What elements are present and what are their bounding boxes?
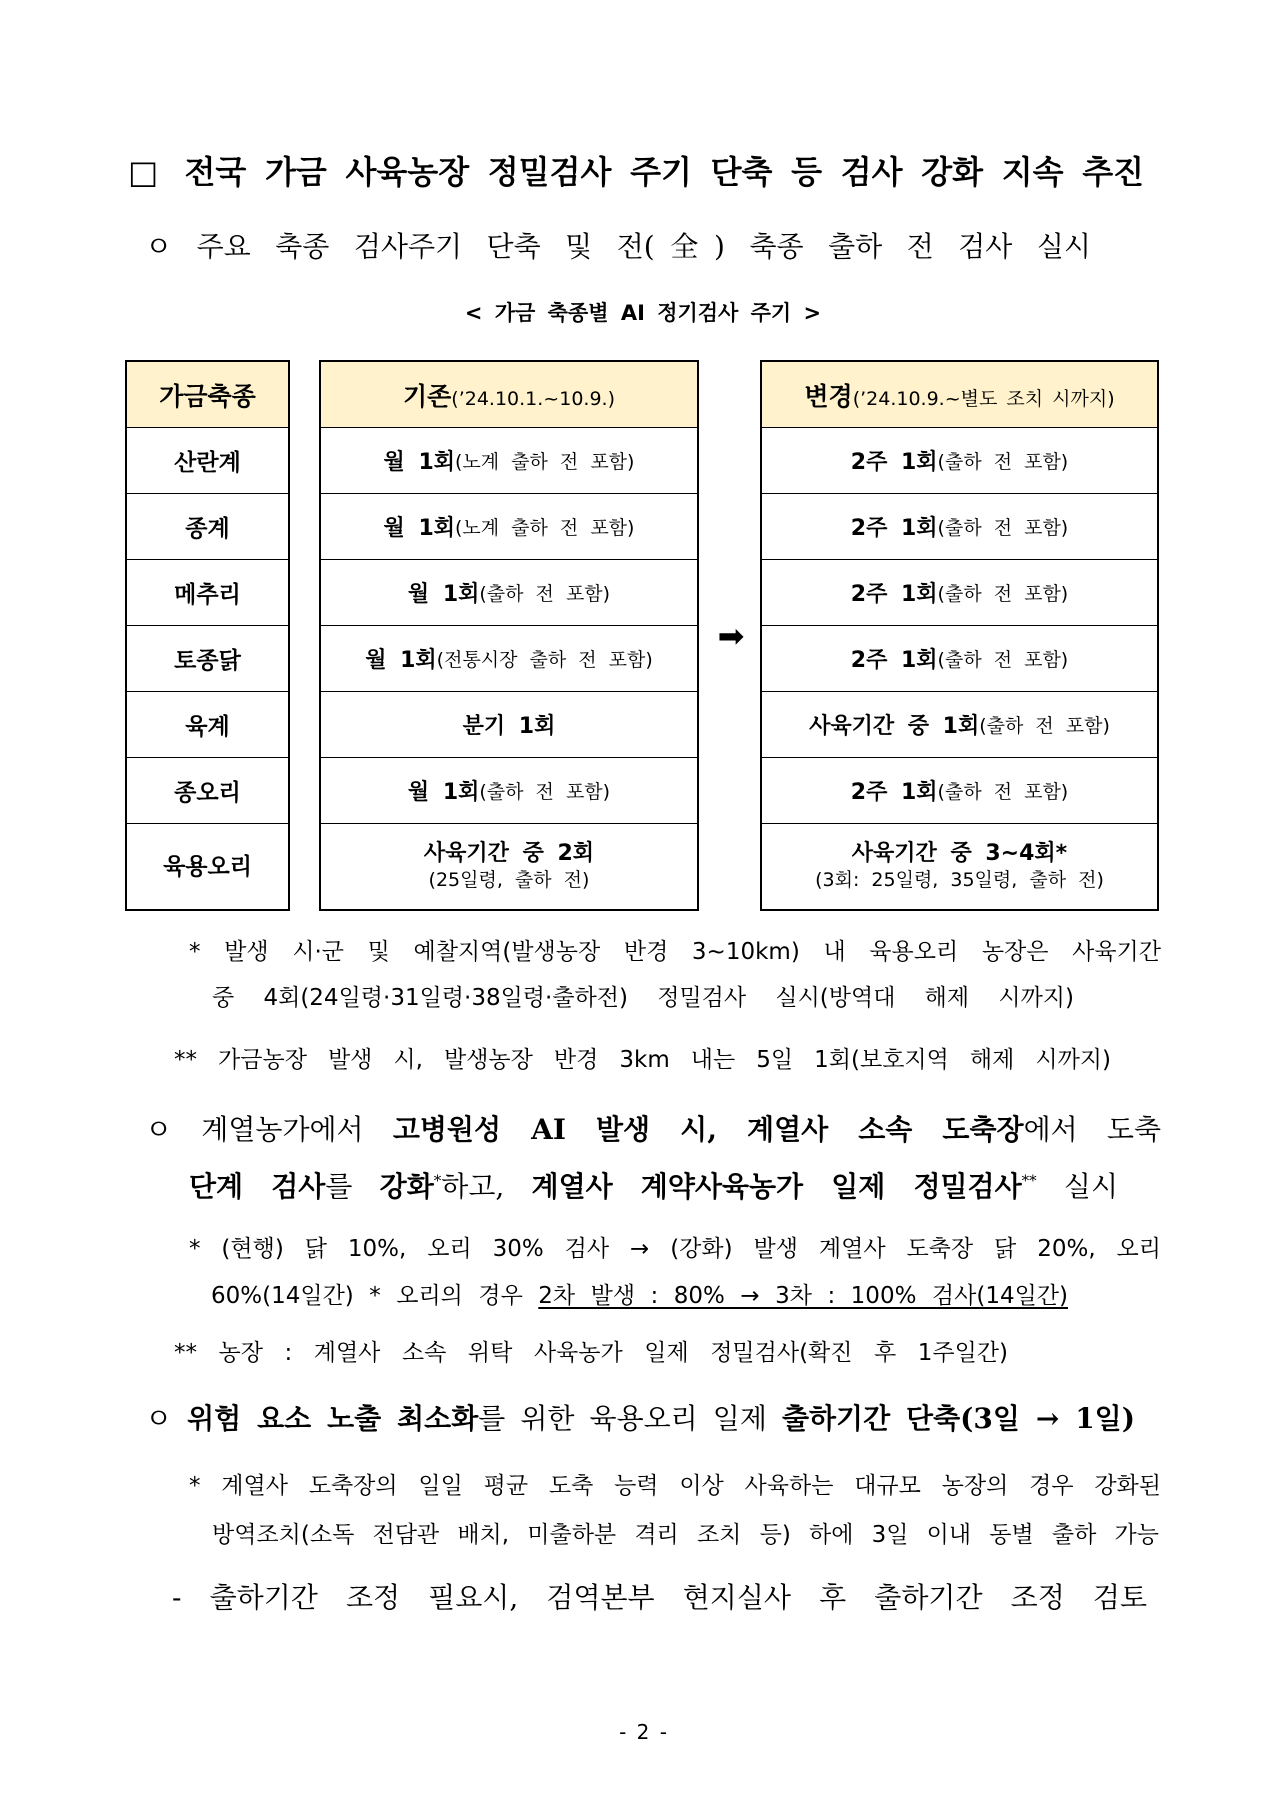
point2-text: 계열농가에서 bbox=[201, 1113, 393, 1146]
point2-text: 실시 bbox=[1036, 1170, 1119, 1203]
species-header-cell bbox=[127, 362, 288, 427]
after-cell bbox=[762, 823, 1157, 909]
after-frequency: 2주 1회 bbox=[850, 780, 938, 805]
footnote-line: 방역조치(소독 전담관 배치, 미출하분 격리 조치 등) 하에 3일 이내 동별 출하 가능 bbox=[212, 1522, 1159, 1548]
species-table bbox=[125, 360, 290, 911]
before-note: (25일령, 출하 전) bbox=[428, 868, 590, 891]
after-note: (출하 전 포함) bbox=[937, 583, 1069, 605]
after-note: (3회: 25일령, 35일령, 출하 전) bbox=[815, 868, 1104, 891]
point2-line bbox=[145, 1110, 1161, 1150]
before-cell bbox=[321, 823, 697, 909]
before-frequency: 월 1회 bbox=[407, 780, 480, 805]
species-name: 종계 bbox=[185, 516, 230, 542]
before-schedule-table bbox=[319, 360, 699, 911]
species-name: 육계 bbox=[185, 714, 230, 740]
page-number: - 2 - bbox=[619, 1720, 667, 1744]
after-cell bbox=[762, 691, 1157, 757]
before-note: (출하 전 포함) bbox=[479, 781, 611, 803]
footnote-star: * bbox=[433, 1171, 442, 1190]
point3-text: 를 위한 육용오리 일제 bbox=[478, 1402, 782, 1435]
after-note: (출하 전 포함) bbox=[937, 517, 1069, 539]
before-frequency: 분기 1회 bbox=[462, 714, 556, 739]
after-frequency: 사육기간 중 1회 bbox=[809, 714, 980, 739]
before-frequency: 사육기간 중 2회 bbox=[423, 840, 595, 866]
footnote-line: * 계열사 도축장의 일일 평균 도축 능력 이상 사육하는 대규모 농장의 경우 강화된 bbox=[189, 1473, 1161, 1499]
footnote-line: * (현행) 닭 10%, 오리 30% 검사 → (강화) 발생 계열사 도축장 닭 20%, 오리 bbox=[189, 1236, 1161, 1262]
point1 bbox=[145, 227, 1091, 267]
point3-emphasis: 출하기간 단축(3일 → 1일) bbox=[781, 1402, 1135, 1435]
species-cell bbox=[127, 823, 288, 909]
point2-emphasis: 계열사 계약사육농가 일제 정밀검사 bbox=[531, 1170, 1022, 1203]
species-name: 육용오리 bbox=[163, 853, 252, 880]
species-cell bbox=[127, 427, 288, 493]
point2-text: 하고, bbox=[441, 1170, 532, 1203]
before-header-cell bbox=[321, 362, 697, 427]
after-cell bbox=[762, 757, 1157, 823]
species-header: 가금축종 bbox=[159, 381, 256, 411]
species-name: 토종닭 bbox=[174, 648, 241, 674]
after-frequency: 사육기간 중 3~4회* bbox=[851, 840, 1068, 866]
section-heading bbox=[128, 150, 1144, 194]
after-note: (출하 전 포함) bbox=[937, 451, 1069, 473]
species-cell bbox=[127, 757, 288, 823]
footnote-text: 60%(14일간) * 오리의 경우 bbox=[211, 1283, 539, 1309]
before-cell bbox=[321, 691, 697, 757]
point2-emphasis: 고병원성 AI 발생 시, 계열사 소속 도축장 bbox=[392, 1113, 1024, 1146]
after-header-cell bbox=[762, 362, 1157, 427]
point3-emphasis: 위험 요소 노출 최소화 bbox=[187, 1402, 479, 1435]
point2-emphasis: 강화 bbox=[379, 1170, 434, 1203]
footnote-line: * 발생 시·군 및 예찰지역(발생농장 반경 3~10km) 내 육용오리 농장은 사육기간 bbox=[189, 939, 1161, 965]
before-note: (출하 전 포함) bbox=[479, 583, 611, 605]
footnote-line bbox=[211, 1280, 1068, 1312]
before-frequency: 월 1회 bbox=[383, 516, 456, 541]
point2-text: 에서 도축 bbox=[1023, 1113, 1161, 1146]
after-note: (출하 전 포함) bbox=[979, 715, 1110, 737]
point2-emphasis: 단계 검사 bbox=[189, 1170, 326, 1203]
species-cell bbox=[127, 559, 288, 625]
point1-bullet: ㅇ bbox=[145, 230, 173, 263]
before-frequency: 월 1회 bbox=[365, 648, 437, 673]
point2-bullet: ㅇ bbox=[145, 1113, 173, 1146]
species-cell bbox=[127, 691, 288, 757]
before-cell bbox=[321, 757, 697, 823]
sub-point-line: - 출하기간 조정 필요시, 검역본부 현지실사 후 출하기간 조정 검토 bbox=[172, 1581, 1147, 1614]
point3-bullet: ㅇ bbox=[145, 1402, 173, 1435]
after-header-period: (’24.10.9.~별도 조치 시까지) bbox=[852, 387, 1115, 410]
before-note: (전통시장 출하 전 포함) bbox=[436, 649, 653, 671]
before-cell bbox=[321, 625, 697, 691]
point2-text: 를 bbox=[325, 1170, 380, 1203]
before-cell bbox=[321, 559, 697, 625]
before-note: (노계 출하 전 포함) bbox=[455, 517, 635, 539]
after-cell bbox=[762, 625, 1157, 691]
after-frequency: 2주 1회 bbox=[850, 450, 938, 475]
right-arrow-icon: ➡ bbox=[717, 617, 745, 655]
after-cell bbox=[762, 493, 1157, 559]
before-note: (노계 출하 전 포함) bbox=[455, 451, 635, 473]
footnote-underlined-text: 2차 발생 : 80% → 3차 : 100% 검사(14일간) bbox=[538, 1283, 1068, 1309]
after-frequency: 2주 1회 bbox=[850, 648, 938, 673]
footnote-line: ** 가금농장 발생 시, 발생농장 반경 3km 내는 5일 1회(보호지역 해제 시까지) bbox=[174, 1047, 1111, 1073]
after-note: (출하 전 포함) bbox=[937, 649, 1069, 671]
species-name: 메추리 bbox=[174, 582, 241, 608]
after-note: (출하 전 포함) bbox=[937, 781, 1069, 803]
after-cell bbox=[762, 559, 1157, 625]
before-frequency: 월 1회 bbox=[407, 582, 480, 607]
after-cell bbox=[762, 427, 1157, 493]
footnote-star: ** bbox=[1021, 1171, 1037, 1190]
table-caption: < 가금 축종별 AI 정기검사 주기 > bbox=[464, 301, 822, 325]
before-cell bbox=[321, 427, 697, 493]
species-cell bbox=[127, 493, 288, 559]
after-schedule-table bbox=[760, 360, 1159, 911]
footnote-line: 중 4회(24일령·31일령·38일령·출하전) 정밀검사 실시(방역대 해제 시까지) bbox=[212, 985, 1074, 1011]
before-cell bbox=[321, 493, 697, 559]
point2-line bbox=[189, 1167, 1118, 1207]
after-frequency: 2주 1회 bbox=[850, 582, 938, 607]
before-header-label: 기존 bbox=[402, 381, 452, 411]
footnote-line: ** 농장 : 계열사 소속 위탁 사육농가 일제 정밀검사(확진 후 1주일간) bbox=[174, 1340, 1008, 1366]
species-name: 산란계 bbox=[174, 450, 241, 476]
checkbox-marker-icon: □ bbox=[128, 153, 166, 191]
after-header-label: 변경 bbox=[804, 381, 853, 411]
point1-text: 주요 축종 검사주기 단축 및 전(全) 축종 출하 전 검사 실시 bbox=[196, 230, 1091, 263]
section-heading-text: 전국 가금 사육농장 정밀검사 주기 단축 등 검사 강화 지속 추진 bbox=[184, 153, 1145, 191]
before-frequency: 월 1회 bbox=[383, 450, 456, 475]
species-cell bbox=[127, 625, 288, 691]
species-name: 종오리 bbox=[174, 780, 241, 806]
after-frequency: 2주 1회 bbox=[850, 516, 938, 541]
point3-line bbox=[145, 1399, 1135, 1439]
before-header-period: (’24.10.1.~10.9.) bbox=[451, 387, 615, 410]
